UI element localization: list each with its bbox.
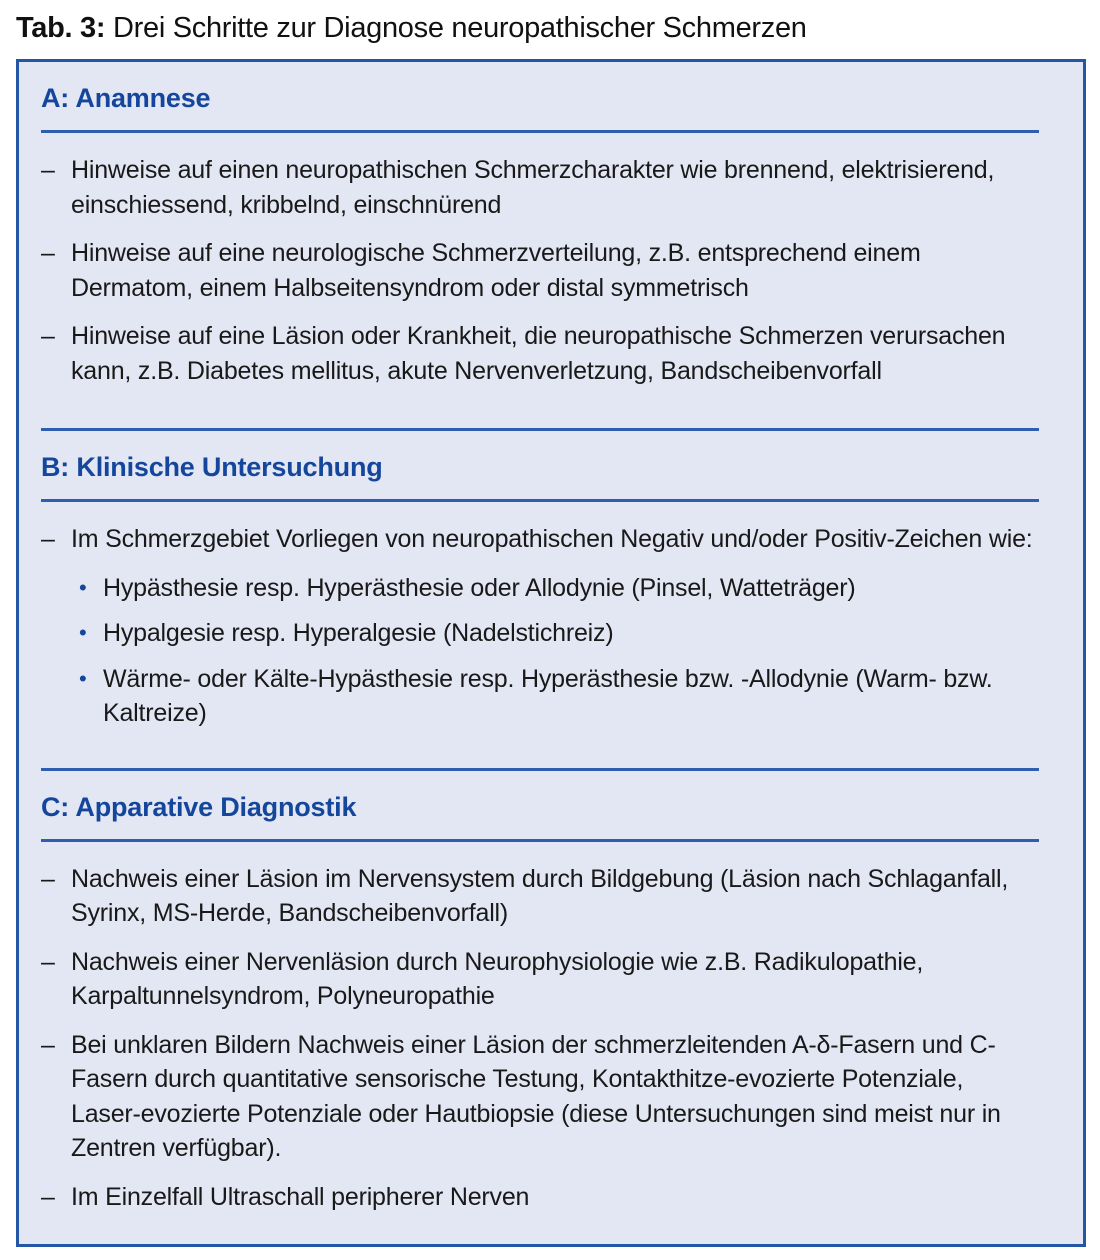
bullet-marker: • (79, 620, 87, 645)
section-items-apparative-diagnostik (41, 842, 1039, 1231)
list-item (41, 522, 1039, 557)
list-item-text: Nachweis einer Läsion im Nervensystem durch Bildgebung (Läsion nach Schlaganfall, Syrinx, MS-Herde, Bandscheibenvorfall) (71, 864, 1009, 927)
sub-list-item-text: Hypästhesie resp. Hyperästhesie oder Allodynie (Pinsel, Watteträger) (103, 573, 856, 602)
dash-marker: – (41, 864, 55, 893)
section-items-anamnese (41, 133, 1039, 404)
sub-list-item (79, 571, 1039, 606)
sub-list-item-text: Hypalgesie resp. Hyperalgesie (Nadelstichreiz) (103, 619, 614, 647)
dash-marker: – (41, 239, 55, 267)
document-page (0, 12, 1100, 1260)
dash-marker: – (41, 322, 55, 350)
list-item-text: Bei unklaren Bildern Nachweis einer Läsion der schmerzleitenden A-δ-Fasern und C-Fasern durch quantitative sensorische Testung, Kontakthitze-evozierte Potenziale, Laser-evozierte Potenziale oder Hautbiopsie (diese Untersuchungen sind meist nur in Zentren verfügbar). (71, 1030, 1001, 1162)
bullet-marker: • (79, 574, 87, 600)
list-item-text: Nachweis einer Nervenläsion durch Neurophysiologie wie z.B. Radikulopathie, Karpaltunnelsyndrom, Polyneuropathie (71, 947, 924, 1010)
dash-marker: – (41, 156, 55, 184)
list-item (41, 862, 1039, 931)
table-box (16, 59, 1086, 1247)
list-item (41, 153, 1039, 222)
list-item-text: Im Einzelfall Ultraschall peripherer Nerven (71, 1182, 530, 1211)
list-item-text: Hinweise auf eine neurologische Schmerzverteilung, z.B. entsprechend einem Dermatom, einem Halbseitensyndrom oder distal symmetrisch (71, 239, 921, 302)
dash-marker: – (41, 525, 55, 553)
list-item (41, 319, 1039, 388)
list-item (41, 1028, 1039, 1166)
section-heading-apparative-diagnostik: C: Apparative Diagnostik (41, 791, 357, 822)
sub-list-item (79, 616, 1039, 651)
sub-list (79, 571, 1039, 731)
sub-list-item-text: Wärme- oder Kälte-Hypästhesie resp. Hyperästhesie bzw. -Allodynie (Warm- bzw. Kaltreize) (103, 664, 993, 727)
sub-list-item (79, 662, 1039, 731)
table-caption-label: Tab. 3: (16, 12, 106, 44)
table-caption-text: Drei Schritte zur Diagnose neuropathischer Schmerzen (112, 12, 807, 44)
list-item (41, 1180, 1039, 1215)
dash-marker: – (41, 1182, 55, 1211)
section-heading-anamnese: A: Anamnese (41, 83, 211, 113)
section-heading-klinische-untersuchung: B: Klinische Untersuchung (41, 452, 383, 482)
list-item-text: Im Schmerzgebiet Vorliegen von neuropathischen Negativ und/oder Positiv-Zeichen wie: (71, 525, 1033, 553)
list-item (41, 236, 1039, 305)
list-item-text: Hinweise auf eine Läsion oder Krankheit, die neuropathische Schmerzen verursachen kann, z.B. Diabetes mellitus, akute Nervenverletzung, Bandscheibenvorfall (71, 322, 1006, 385)
list-item (41, 945, 1039, 1014)
dash-marker: – (41, 1030, 55, 1059)
dash-marker: – (41, 947, 55, 976)
bullet-marker: • (79, 665, 87, 691)
list-item-text: Hinweise auf einen neuropathischen Schmerzcharakter wie brennend, elektrisierend, einschiessend, kribbelnd, einschnürend (71, 156, 995, 219)
table-caption (16, 12, 1084, 45)
section-items-klinische-untersuchung (41, 502, 1039, 744)
